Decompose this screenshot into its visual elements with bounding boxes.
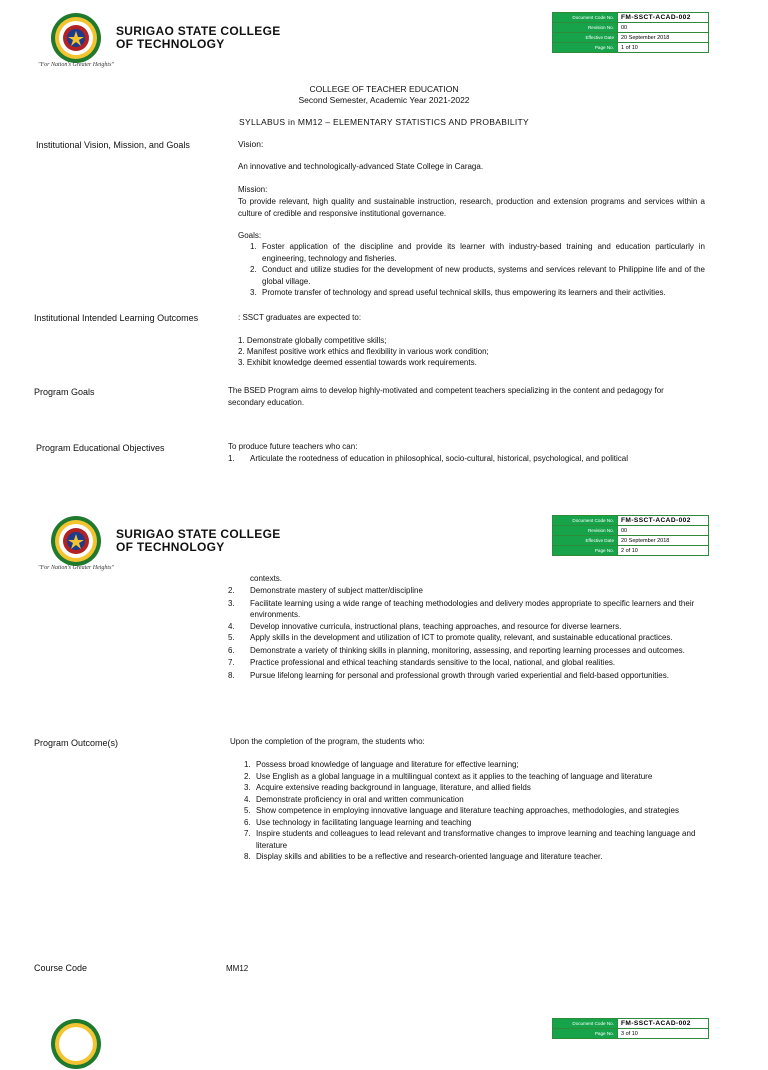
peo-item: 8. Pursue lifelong learning for personal and professional growth through varied experiential and field-based opportunities. (228, 670, 669, 680)
program-goals-label: Program Goals (34, 387, 95, 397)
program-outcome-item: 7. Inspire students and colleagues to lead relevant and transformative changes to improve learning and teaching language and literature (244, 829, 696, 850)
document-control-table (552, 1018, 709, 1039)
doc-code-value: FM-SSCT-ACAD-002 (618, 516, 709, 526)
vmg-label: Institutional Vision, Mission, and Goals (36, 140, 190, 150)
program-outcomes-list (234, 759, 709, 863)
mission-text: To provide relevant, high quality and sustainable instruction, research, production and extension programs and services within a culture of credible and responsive institutional governance. (238, 197, 705, 218)
college-name-line2: OF TECHNOLOGY (116, 540, 225, 554)
program-outcomes-label: Program Outcome(s) (34, 738, 119, 748)
revision-label: Revision No. (553, 526, 618, 536)
document-control-table (552, 12, 709, 53)
goals-list (240, 241, 705, 299)
college-motto: "For Nation's Greater Heights" (38, 62, 114, 68)
page-number-value: 2 of 10 (618, 546, 709, 556)
page-number-value: 3 of 10 (618, 1029, 709, 1039)
college-name-line1: SURIGAO STATE COLLEGE (116, 24, 281, 38)
peo-item: 5. Apply skills in the development and utilization of ICT to promote quality, relevant, and sustainable educational practices. (228, 633, 673, 642)
page-number-label: Page No. (553, 546, 618, 556)
revision-value: 00 (618, 526, 709, 536)
ilo-lead: : SSCT graduates are expected to: (238, 313, 362, 322)
peo-item: 7. Practice professional and ethical teaching standards sensitive to the local, national, and global realities. (228, 658, 616, 667)
college-seal-logo (50, 515, 102, 567)
page-header-3 (0, 1014, 768, 1037)
page-number-label: Page No. (553, 43, 618, 53)
ilo-label: Institutional Intended Learning Outcomes (34, 313, 199, 323)
peo-lead: To produce future teachers who can: (228, 442, 358, 451)
vision-text: An innovative and technologically-advanced State College in Caraga. (238, 162, 484, 171)
effective-date-value: 20 September 2018 (618, 33, 709, 43)
course-code-label: Course Code (34, 963, 88, 973)
college-department: COLLEGE OF TEACHER EDUCATION (309, 84, 459, 94)
doc-code-label: Document Code No. (553, 516, 618, 526)
mission-heading: Mission: (238, 185, 268, 194)
program-outcome-item: 3. Acquire extensive reading background in language, literature, and allied fields (244, 783, 531, 792)
effective-date-value: 20 September 2018 (618, 536, 709, 546)
college-seal-logo (50, 12, 102, 64)
program-outcome-item: 1. Possess broad knowledge of language and literature for effective learning; (244, 760, 519, 769)
syllabus-title: SYLLABUS in MM12 – ELEMENTARY STATISTICS AND PROBABILITY (239, 117, 529, 127)
program-outcome-item: 5. Show competence in employing innovative language and literature teaching approaches, methodologies, and strategies (244, 806, 679, 815)
goal-item: 1. Foster application of the discipline and provide its learner with industry-based training and education particularly in engineering, technology and fisheries. (250, 242, 705, 263)
program-outcome-item: 8. Display skills and abilities to be a reflective and research-oriented language and literature teacher. (244, 852, 603, 861)
semester-line: Second Semester, Academic Year 2021-2022 (298, 95, 470, 105)
peo-item-1-text: Articulate the rootedness of education in philosophical, socio-cultural, historical, psychological, and political (250, 454, 628, 463)
peo-list (228, 585, 708, 681)
peo-item-1-continued: contexts. (250, 574, 283, 583)
peo-item: 3. Facilitate learning using a wide range of teaching methodologies and delivery modes appropriate to specific learners and their environments. (228, 598, 695, 619)
peo-item-1-number: 1. (228, 454, 235, 463)
program-outcome-item: 4. Demonstrate proficiency in oral and written communication (244, 794, 464, 804)
goal-item: 3. Promote transfer of technology and spread useful technical skills, thus empowering its learners and their activities. (250, 288, 666, 297)
ilo-item-1: 1. Demonstrate globally competitive skills; (238, 336, 387, 345)
ilo-item-3: 3. Exhibit knowledge deemed essential towards work requirements. (238, 358, 477, 367)
effective-date-label: Effective Date (553, 33, 618, 43)
program-outcome-item: 2. Use English as a global language in a multilingual context as it applies to the teaching of language and literature (244, 771, 653, 781)
peo-item: 2. Demonstrate mastery of subject matter/discipline (228, 586, 423, 595)
ilo-item-2: 2. Manifest positive work ethics and flexibility in various work condition; (238, 347, 489, 356)
vision-heading: Vision: (238, 139, 264, 149)
goals-heading: Goals: (238, 231, 262, 240)
doc-code-label: Document Code No. (553, 1019, 618, 1029)
goal-item: 2. Conduct and utilize studies for the development of new products, systems and services relevant to Philippine life and of the global village. (250, 265, 705, 286)
page-number-label: Page No. (553, 1029, 618, 1039)
page-header-2 (0, 505, 768, 580)
program-outcomes-lead: Upon the completion of the program, the students who: (230, 737, 425, 746)
page-number-value: 1 of 10 (618, 43, 709, 53)
college-seal-logo (50, 1018, 102, 1070)
peo-item: 4. Develop innovative curricula, instructional plans, teaching approaches, and resource for diverse learners. (228, 621, 622, 631)
college-motto: "For Nation's Greater Heights" (38, 565, 114, 571)
revision-label: Revision No. (553, 23, 618, 33)
doc-code-value: FM-SSCT-ACAD-002 (618, 13, 709, 23)
college-name-line1: SURIGAO STATE COLLEGE (116, 527, 281, 541)
effective-date-label: Effective Date (553, 536, 618, 546)
doc-code-value: FM-SSCT-ACAD-002 (618, 1019, 709, 1029)
peo-item: 6. Demonstrate a variety of thinking skills in planning, monitoring, assessing, and reporting learning processes and outcomes. (228, 645, 685, 655)
doc-code-label: Document Code No. (553, 13, 618, 23)
course-code-value: MM12 (226, 964, 249, 973)
document-control-table (552, 515, 709, 556)
program-outcome-item: 6. Use technology in facilitating language learning and teaching (244, 817, 472, 827)
peo-item-1 (228, 453, 628, 465)
peo-label: Program Educational Objectives (36, 443, 165, 453)
revision-value: 00 (618, 23, 709, 33)
page-header-1 (0, 0, 768, 75)
college-name-line2: OF TECHNOLOGY (116, 37, 225, 51)
program-goals-text: The BSED Program aims to develop highly-motivated and competent teachers specializing in the content and pedagogy for secondary education. (228, 386, 664, 407)
